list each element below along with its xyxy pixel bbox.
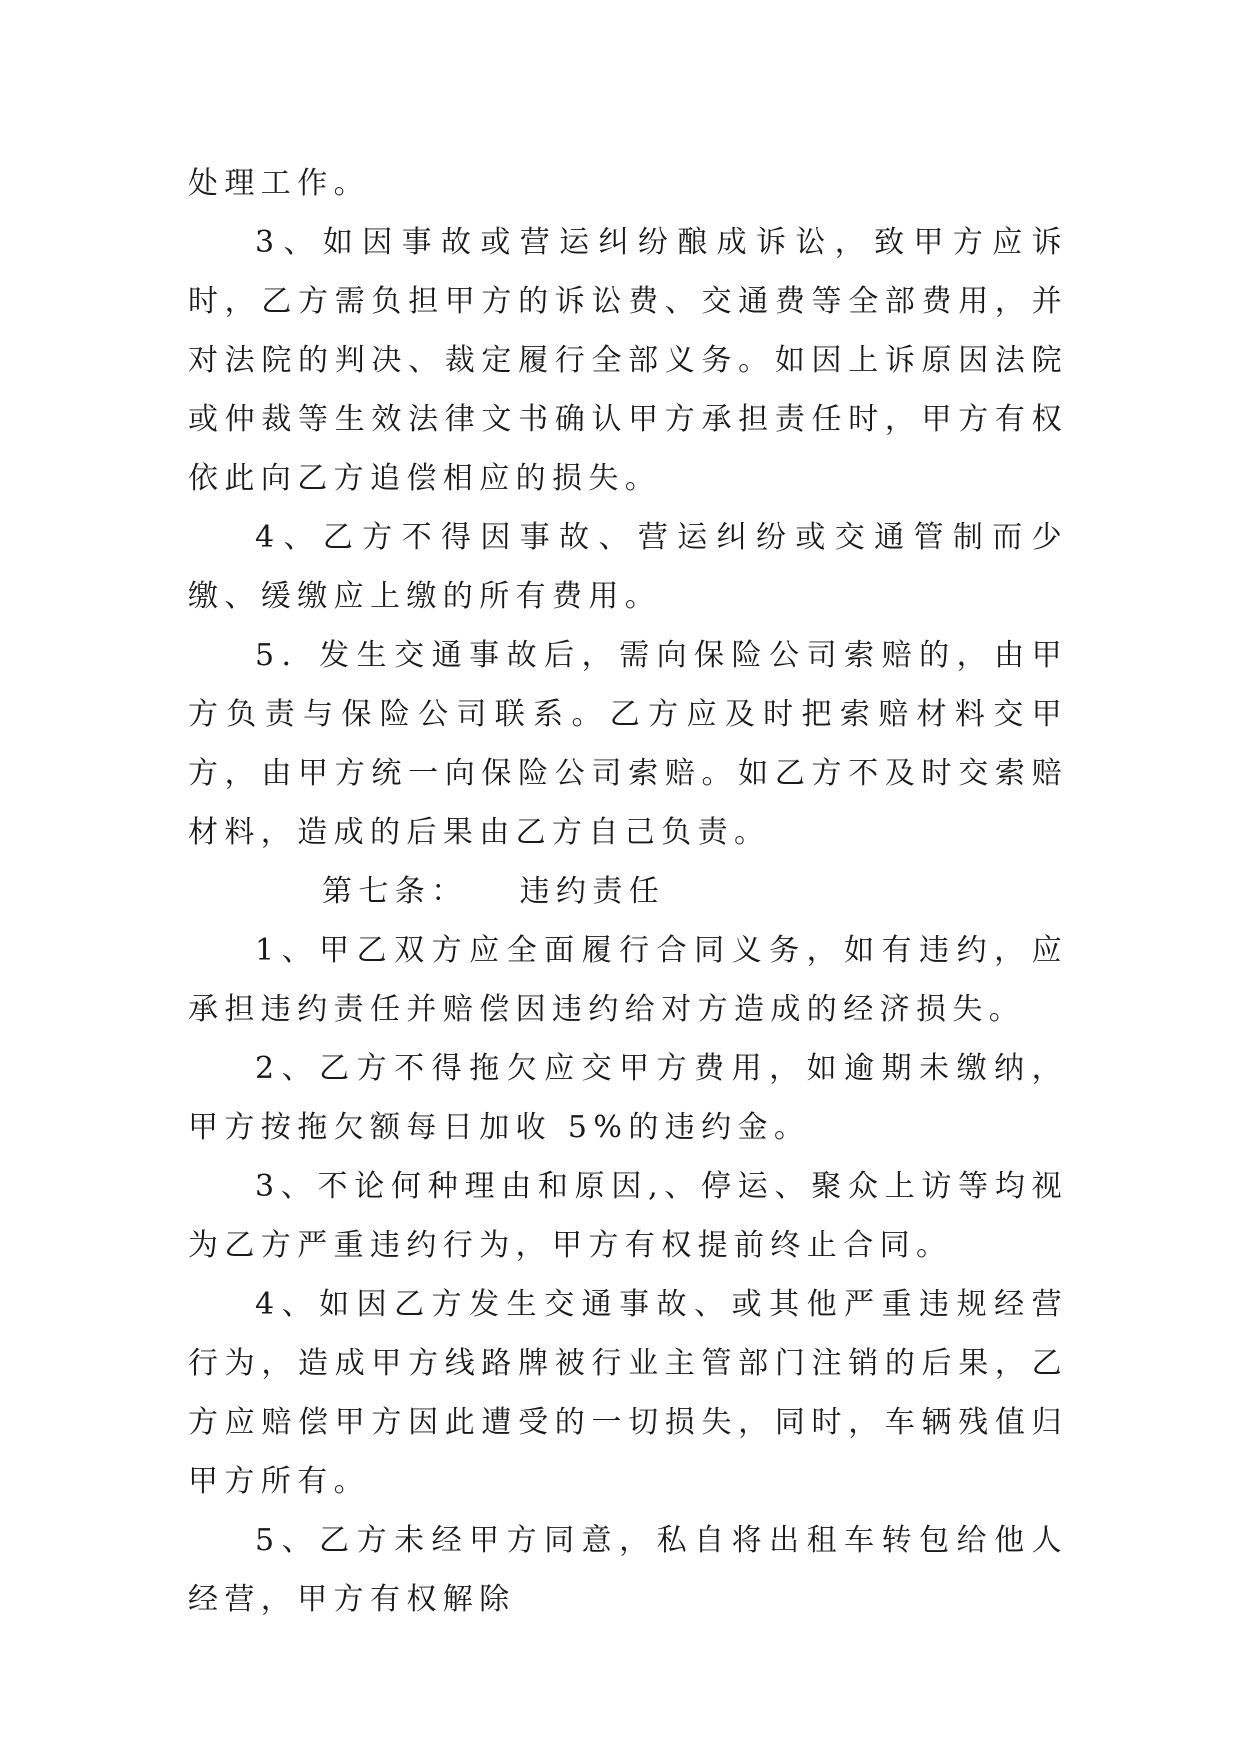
article-title: 违约责任 — [519, 874, 666, 909]
clause-6-4: 4、乙方不得因事故、营运纠纷或交通管制而少缴、缓缴应上缴的所有费用。 — [188, 520, 1068, 614]
clause-6-3: 3、如因事故或营运纠纷酿成诉讼，致甲方应诉时，乙方需负担甲方的诉讼费、交通费等全部费用，并对法院的判决、裁定履行全部义务。如因上诉原因法院或仲裁等生效法律文书确认甲方承担责任时，甲方有权依此向乙方追偿相应的损失。 — [188, 225, 1068, 496]
clause-7-3: 3、不论何种理由和原因,、停运、聚众上访等均视为乙方严重违约行为，甲方有权提前终止合同。 — [188, 1169, 1068, 1263]
clause-7-1: 1、甲乙双方应全面履行合同义务，如有违约，应承担违约责任并赔偿因违约给对方造成的经济损失。 — [188, 933, 1068, 1027]
clause-7-2: 2、乙方不得拖欠应交甲方费用，如逾期未缴纳，甲方按拖欠额每日加收 5%的违约金。 — [188, 1051, 1068, 1145]
article-number: 第七条： — [322, 874, 468, 909]
paragraph-continuation: 处理工作。 — [188, 166, 370, 201]
clause-7-4: 4、如因乙方发生交通事故、或其他严重违规经营行为，造成甲方线路牌被行业主管部门注销的后果，乙方应赔偿甲方因此遭受的一切损失，同时，车辆残值归甲方所有。 — [188, 1287, 1068, 1499]
document-body — [188, 154, 1068, 1629]
clause-6-5: 5．发生交通事故后，需向保险公司索赔的，由甲方负责与保险公司联系。乙方应及时把索赔材料交甲方，由甲方统一向保险公司索赔。如乙方不及时交索赔材料，造成的后果由乙方自己负责。 — [188, 638, 1068, 850]
article-heading — [188, 862, 1068, 921]
clause-7-5: 5、乙方未经甲方同意，私自将出租车转包给他人经营，甲方有权解除 — [188, 1523, 1068, 1617]
